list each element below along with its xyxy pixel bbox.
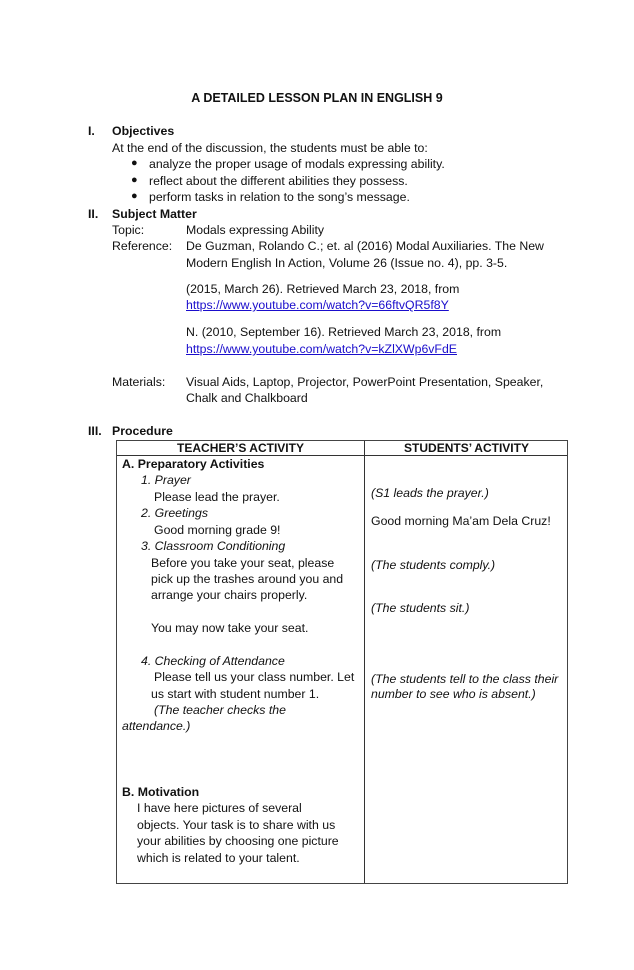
greetings-text: Good morning grade 9! [154,523,281,537]
bullet-icon: ● [131,190,138,202]
web-reference-link[interactable]: https://www.youtube.com/watch?v=66ftvQR5f8Y [186,298,449,312]
topic-label: Topic: [112,223,145,237]
reference-line: Modern English In Action, Volume 26 (Issue no. 4), pp. 3-5. [186,256,508,270]
attendance-note: (The teacher checks the [154,703,286,717]
student-attendance-line: number to see who is absent.) [371,687,536,701]
student-comply: (The students comply.) [371,558,496,572]
document-title: A DETAILED LESSON PLAN IN ENGLISH 9 [191,91,443,105]
student-sit: (The students sit.) [371,601,470,615]
materials-label: Materials: [112,375,166,389]
column-divider [364,441,365,883]
conditioning-line: arrange your chairs properly. [151,588,308,602]
motivation-line: which is related to your talent. [137,851,300,865]
motivation-line: I have here pictures of several [137,801,302,815]
bullet-icon: ● [131,174,138,186]
topic-value: Modals expressing Ability [186,223,325,237]
student-prayer: (S1 leads the prayer.) [371,486,489,500]
objective-item: reflect about the different abilities they possess. [149,174,408,188]
objective-item: perform tasks in relation to the song’s message. [149,190,410,204]
objective-item: analyze the proper usage of modals expressing ability. [149,157,445,171]
greetings-title: 2. Greetings [141,506,208,520]
seat-text: You may now take your seat. [151,621,309,635]
motivation-line: objects. Your task is to share with us [137,818,336,832]
conditioning-line: pick up the trashes around you and [151,572,344,586]
prayer-text: Please lead the prayer. [154,490,280,504]
section-heading-procedure: Procedure [112,424,173,438]
student-greeting: Good morning Ma’am Dela Cruz! [371,514,551,528]
section-numeral-subject-matter: II. [88,207,99,221]
header-divider [117,455,567,456]
attendance-note: attendance.) [122,719,191,733]
attendance-line: Please tell us your class number. Let [154,670,355,684]
prayer-title: 1. Prayer [141,473,191,487]
header-teacher-activity: TEACHER’S ACTIVITY [177,441,304,455]
materials-line: Chalk and Chalkboard [186,391,308,405]
preparatory-activities-heading: A. Preparatory Activities [122,457,265,471]
conditioning-title: 3. Classroom Conditioning [141,539,286,553]
header-students-activity: STUDENTS’ ACTIVITY [404,441,529,455]
reference-line: De Guzman, Rolando C.; et. al (2016) Modal Auxiliaries. The New [186,239,544,253]
motivation-heading: B. Motivation [122,785,200,799]
section-heading-objectives: Objectives [112,124,175,138]
reference-label: Reference: [112,239,173,253]
student-attendance-line: (The students tell to the class their [371,672,559,686]
section-numeral-procedure: III. [88,424,102,438]
motivation-line: your abilities by choosing one picture [137,834,339,848]
materials-line: Visual Aids, Laptop, Projector, PowerPoint Presentation, Speaker, [186,375,544,389]
web-reference-text: N. (2010, September 16). Retrieved March 23, 2018, from [186,325,502,339]
web-reference-link[interactable]: https://www.youtube.com/watch?v=kZlXWp6vFdE [186,342,457,356]
web-reference-text: (2015, March 26). Retrieved March 23, 2018, from [186,282,460,296]
attendance-line: us start with student number 1. [151,687,320,701]
attendance-title: 4. Checking of Attendance [141,654,285,668]
section-heading-subject-matter: Subject Matter [112,207,197,221]
conditioning-line: Before you take your seat, please [151,556,335,570]
objectives-intro: At the end of the discussion, the students must be able to: [112,141,428,155]
section-numeral-objectives: I. [88,124,95,138]
bullet-icon: ● [131,157,138,169]
procedure-table [116,440,568,884]
